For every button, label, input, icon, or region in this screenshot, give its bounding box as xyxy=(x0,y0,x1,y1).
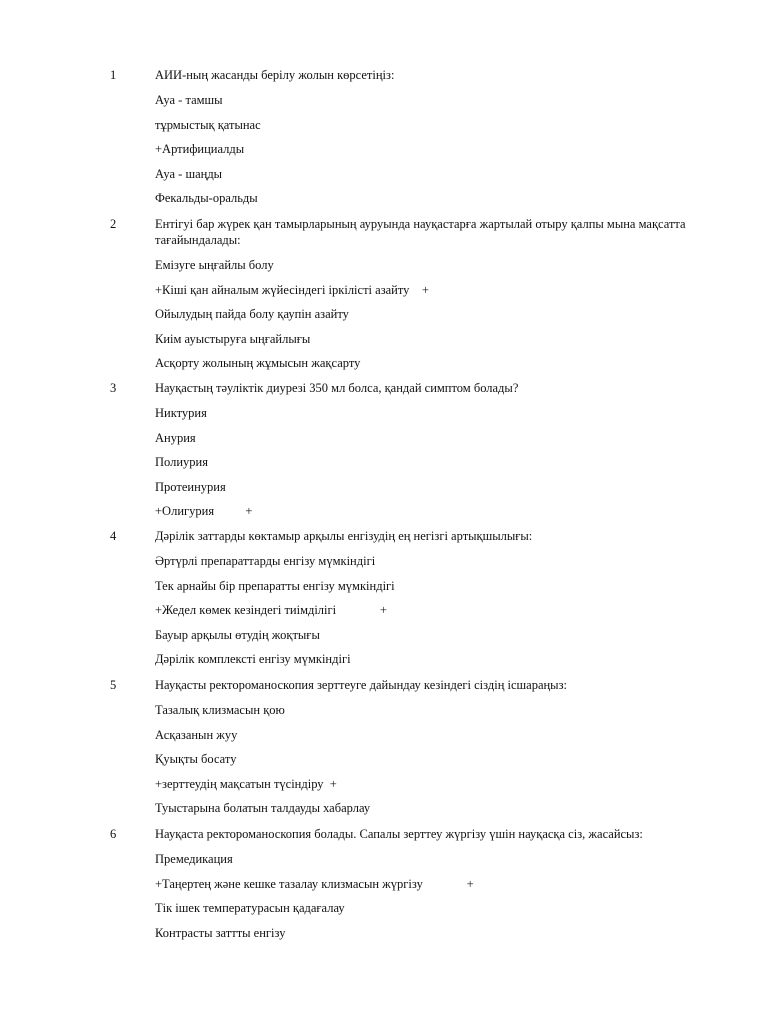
answer-option: Емізуге ыңғайлы болу xyxy=(155,258,274,272)
question-1 xyxy=(110,67,710,211)
question-number: 1 xyxy=(110,68,117,82)
question-text: АИИ-ның жасанды берілу жолын көрсетіңіз: xyxy=(155,68,395,82)
answer-option: Қуықты босату xyxy=(155,752,237,767)
answer-option: Тік ішек температурасын қадағалау xyxy=(155,901,345,916)
question-text: Науқасты ректороманоскопия зерттеуге дайындау кезіндегі сіздің ісшараңыз: xyxy=(155,678,567,692)
answer-option: Киім ауыстыруға ыңғайлығы xyxy=(155,331,311,346)
answer-options xyxy=(110,549,710,672)
question-number: 4 xyxy=(110,529,117,543)
answer-option: Фекальды-оральды xyxy=(155,191,258,206)
answer-options xyxy=(110,847,710,945)
answer-option: Бауыр арқылы өтудің жоқтығы xyxy=(155,627,320,642)
question-3 xyxy=(110,380,710,524)
answer-options xyxy=(110,698,710,821)
answer-option-correct: +Артифициалды xyxy=(155,142,245,157)
answer-options xyxy=(110,88,710,211)
answer-option: Анурия xyxy=(155,430,196,445)
answer-option: Тек арнайы бір препаратты енгізу мүмкіндігі xyxy=(155,578,395,593)
answer-option: Ойылудың пайда болу қаупін азайту xyxy=(155,307,349,322)
answer-option: Асқазанын жуу xyxy=(155,727,238,742)
answer-option: Асқорту жолының жұмысын жақсарту xyxy=(155,356,361,371)
answer-option: Ауа - тамшы xyxy=(155,93,223,107)
answer-option: Полиурия xyxy=(155,455,208,470)
question-number: 3 xyxy=(110,381,117,395)
answer-option: Протеинурия xyxy=(155,479,226,494)
answer-option-correct: +зерттеудің мақсатын түсіндіру + xyxy=(155,776,337,791)
question-number: 5 xyxy=(110,678,117,692)
answer-option: Туыстарына болатын талдауды хабарлау xyxy=(155,801,371,816)
answer-option: Ауа - шаңды xyxy=(155,166,223,181)
question-6 xyxy=(110,826,710,945)
question-4 xyxy=(110,528,710,672)
answer-option: Премедикация xyxy=(155,852,233,866)
answer-option: Никтурия xyxy=(155,406,207,420)
answer-option: Контрасты заттты енгізу xyxy=(155,925,286,940)
answer-option: Тазалық клизмасын қою xyxy=(155,703,285,717)
answer-option: Әртүрлі препараттарды енгізу мүмкіндігі xyxy=(155,554,376,568)
question-number: 6 xyxy=(110,827,117,841)
question-text: Ентігуі бар жүрек қан тамырларының ауруында науқастарға жартылай отыру қалпы мына мақсатта тағайындалады: xyxy=(155,217,686,247)
question-text: Дәрілік заттарды көктамыр арқылы енгізудің ең негізгі артықшылығы: xyxy=(155,529,533,543)
answer-option-correct: +Олигурия + xyxy=(155,504,253,519)
question-number: 2 xyxy=(110,217,117,231)
answer-option: Дәрілік комплексті енгізу мүмкіндігі xyxy=(155,652,351,667)
answer-option-correct: +Кіші қан айналым жүйесіндегі іркілісті азайту + xyxy=(155,282,429,297)
answer-option-correct: +Жедел көмек кезіндегі тиімділігі + xyxy=(155,603,387,618)
answer-options xyxy=(110,253,710,376)
question-text: Науқаста ректороманоскопия болады. Сапалы зерттеу жүргізу үшін науқасқа сіз, жасайсыз: xyxy=(155,827,643,841)
question-5 xyxy=(110,677,710,821)
answer-option-correct: +Таңертең және кешке тазалау клизмасын жүргізу + xyxy=(155,876,474,891)
answer-option: тұрмыстық қатынас xyxy=(155,117,261,132)
question-2 xyxy=(110,216,710,376)
question-text: Науқастың тәуліктік диурезі 350 мл болса, қандай симптом болады? xyxy=(155,381,519,395)
answer-options xyxy=(110,401,710,524)
